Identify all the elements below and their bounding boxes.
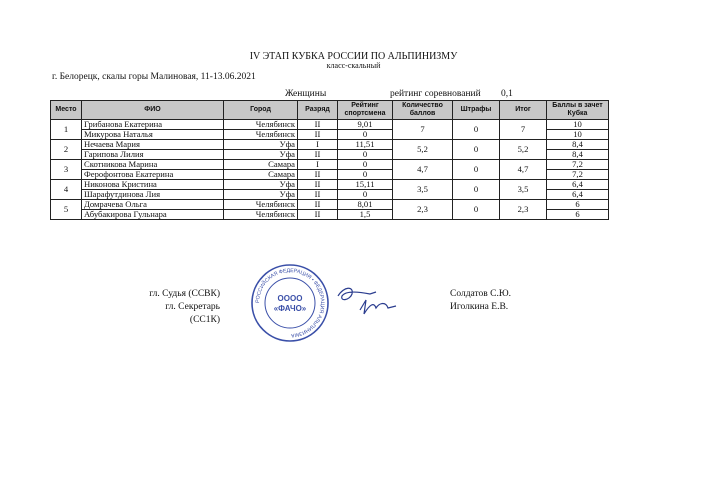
table-row (51, 160, 609, 170)
athlete-cup-points: 10 (547, 120, 609, 130)
athlete-cup-points: 8,4 (547, 140, 609, 150)
team-penalty: 0 (453, 160, 500, 180)
signature-names (450, 288, 511, 314)
team-place: 2 (51, 140, 82, 160)
athlete-cup-points: 6 (547, 200, 609, 210)
team-penalty: 0 (453, 200, 500, 220)
col-header-points: Количество баллов (393, 101, 453, 120)
place-date: г. Белорецк, скалы горы Малиновая, 11-13.06.2021 (52, 72, 256, 82)
athlete-rating: 0 (338, 190, 393, 200)
athlete-rating: 9,01 (338, 120, 393, 130)
athlete-rating: 1,5 (338, 210, 393, 220)
table-header-row (51, 101, 609, 120)
athlete-rating: 0 (338, 160, 393, 170)
athlete-rating: 11,51 (338, 140, 393, 150)
athlete-cup-points: 6,4 (547, 180, 609, 190)
athlete-rank: II (298, 210, 338, 220)
athlete-city: Челябинск (224, 200, 298, 210)
signature-image (330, 280, 420, 320)
athlete-cup-points: 6 (547, 210, 609, 220)
athlete-city: Челябинск (224, 210, 298, 220)
athlete-rank: II (298, 180, 338, 190)
athlete-rank: II (298, 170, 338, 180)
team-points: 7 (393, 120, 453, 140)
team-penalty: 0 (453, 120, 500, 140)
col-header-city: Город (224, 101, 298, 120)
team-total: 2,3 (500, 200, 547, 220)
athlete-city: Уфа (224, 140, 298, 150)
athlete-rank: II (298, 130, 338, 140)
team-penalty: 0 (453, 140, 500, 160)
table-row (51, 120, 609, 130)
col-header-place: Место (51, 101, 82, 120)
document-subtitle: класс-скальный (326, 61, 381, 70)
athlete-name: Гарипова Лилия (82, 150, 224, 160)
results-table (50, 100, 609, 220)
athlete-name: Грибанова Екатерина (82, 120, 224, 130)
athlete-cup-points: 7,2 (547, 160, 609, 170)
table-row (51, 180, 609, 190)
signature-labels (140, 288, 220, 327)
athlete-rank: II (298, 190, 338, 200)
col-header-rank: Разряд (298, 101, 338, 120)
document-title: IV ЭТАП КУБКА РОССИИ ПО АЛЬПИНИЗМУ (249, 51, 458, 62)
stamp-outer-ring (252, 265, 328, 341)
athlete-name: Никонова Кристина (82, 180, 224, 190)
athlete-rank: I (298, 160, 338, 170)
athlete-cup-points: 10 (547, 130, 609, 140)
athlete-rating: 0 (338, 170, 393, 180)
secretary-label: гл. Секретарь (СС1К) (165, 302, 220, 325)
stamp-line-2: «ФАЧО» (273, 304, 307, 313)
competition-rating-value: 0,1 (501, 89, 513, 99)
athlete-name: Скотникова Марина (82, 160, 224, 170)
col-header-total: Итог (500, 101, 547, 120)
athlete-name: Шарафутдинова Лия (82, 190, 224, 200)
team-points: 5,2 (393, 140, 453, 160)
official-stamp (250, 263, 330, 343)
athlete-city: Челябинск (224, 120, 298, 130)
judge-label: гл. Судья (ССВК) (149, 289, 220, 299)
team-penalty: 0 (453, 180, 500, 200)
secretary-signature (360, 300, 396, 314)
athlete-rating: 0 (338, 150, 393, 160)
athlete-rating: 8,01 (338, 200, 393, 210)
competition-rating-label: рейтинг соревнований (390, 89, 481, 99)
team-place: 1 (51, 120, 82, 140)
stamp-inner-ring (265, 278, 315, 328)
team-points: 2,3 (393, 200, 453, 220)
secretary-name: Иголкина Е.В. (450, 302, 509, 312)
athlete-rank: II (298, 200, 338, 210)
athlete-rating: 15,11 (338, 180, 393, 190)
table-row (51, 140, 609, 150)
team-total: 7 (500, 120, 547, 140)
athlete-city: Самара (224, 170, 298, 180)
team-place: 5 (51, 200, 82, 220)
athlete-city: Челябинск (224, 130, 298, 140)
judge-signature (338, 288, 376, 299)
athlete-city: Самара (224, 160, 298, 170)
team-points: 4,7 (393, 160, 453, 180)
athlete-name: Ферофонтова Екатерина (82, 170, 224, 180)
athlete-rank: I (298, 140, 338, 150)
team-place: 4 (51, 180, 82, 200)
col-header-cup-points: Баллы в зачет Кубка (547, 101, 609, 120)
team-points: 3,5 (393, 180, 453, 200)
athlete-city: Уфа (224, 180, 298, 190)
team-total: 3,5 (500, 180, 547, 200)
stamp-line-1: ОООО (277, 294, 303, 303)
athlete-rank: II (298, 120, 338, 130)
athlete-name: Микурова Наталья (82, 130, 224, 140)
group-label: Женщины (285, 89, 327, 99)
athlete-rank: II (298, 150, 338, 160)
athlete-cup-points: 6,4 (547, 190, 609, 200)
col-header-name: ФИО (82, 101, 224, 120)
athlete-rating: 0 (338, 130, 393, 140)
athlete-cup-points: 7,2 (547, 170, 609, 180)
athlete-city: Уфа (224, 190, 298, 200)
athlete-name: Нечаева Мария (82, 140, 224, 150)
team-total: 4,7 (500, 160, 547, 180)
stamp-outer-text: РОССИЙСКАЯ ФЕДЕРАЦИЯ • ФЕДЕРАЦИЯ АЛЬПИНИЗМА (254, 267, 326, 339)
team-place: 3 (51, 160, 82, 180)
team-total: 5,2 (500, 140, 547, 160)
athlete-name: Домрачева Ольга (82, 200, 224, 210)
col-header-penalty: Штрафы (453, 101, 500, 120)
athlete-name: Абубакирова Гульнара (82, 210, 224, 220)
table-row (51, 200, 609, 210)
athlete-city: Уфа (224, 150, 298, 160)
athlete-cup-points: 8,4 (547, 150, 609, 160)
judge-name: Солдатов С.Ю. (450, 289, 511, 299)
col-header-rating: Рейтинг спортсмена (338, 101, 393, 120)
